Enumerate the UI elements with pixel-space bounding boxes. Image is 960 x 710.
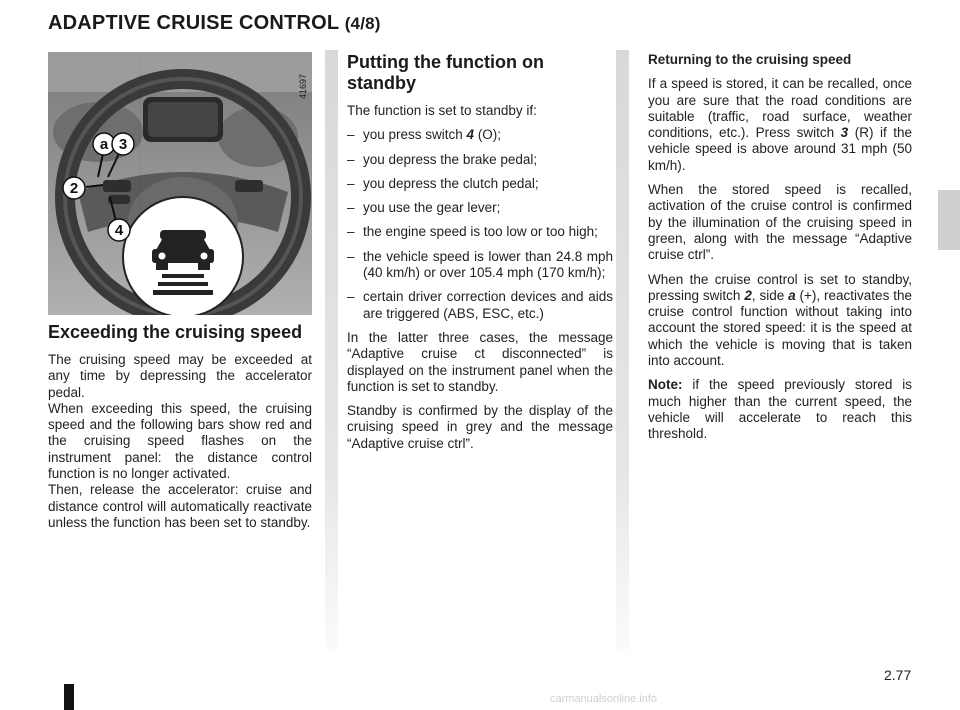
exceeding-paragraph-1: The cruising speed may be exceeded at any time by depressing the accelerator pedal. xyxy=(48,352,312,400)
page-indicator: (4/8) xyxy=(344,14,381,33)
list-item: – you depress the brake pedal; xyxy=(347,152,613,168)
callout-3 xyxy=(112,133,134,155)
column-separator-2 xyxy=(616,50,629,650)
list-item: – certain driver correction devices and aids are triggered (ABS, ESC, etc.) xyxy=(347,289,613,322)
standby-heading: Putting the function on standby xyxy=(347,52,544,93)
exceeding-paragraph-2: When exceeding this speed, the cruising speed and the following bars show red and the cruising speed flashes on the instrument panel: the distance control function is no longer activated. xyxy=(48,400,312,482)
exceeding-speed-heading: Exceeding the cruising speed xyxy=(48,322,303,342)
list-item: – you press switch 4 (O); xyxy=(347,127,613,143)
note-label: Note: xyxy=(648,377,683,393)
middle-column xyxy=(347,52,613,460)
returning-heading: Returning to the cruising speed xyxy=(648,52,852,67)
callout-4 xyxy=(108,219,130,241)
left-column xyxy=(48,322,312,539)
list-item: – the engine speed is too low or too high; xyxy=(347,224,613,240)
page-edge-marker xyxy=(64,684,74,710)
returning-paragraph-1: If a speed is stored, it can be recalled, once you are sure that the road conditions are suitable (traffic, road surface, weather conditions, etc.). Press switch 3 (R) if the vehicle speed is above around 31 mph (50 km/h). xyxy=(648,76,912,173)
svg-text:2: 2 xyxy=(69,180,79,197)
page-title xyxy=(48,12,381,35)
switch-key: 4 xyxy=(466,127,475,143)
switch-key: 2 xyxy=(744,287,752,303)
exceeding-paragraph-3: Then, release the accelerator: cruise and distance control will automatically reactivate unless the function has been set to standby. xyxy=(48,482,312,530)
svg-text:3: 3 xyxy=(118,136,128,153)
page-number: 2.77 xyxy=(884,667,912,683)
returning-paragraph-2: When the stored speed is recalled, activation of the cruise control is confirmed by the illumination of the cruising speed in green, along with the message “Adaptive cruise ctrl”. xyxy=(648,182,912,263)
figure-ref-number: 41697 xyxy=(298,74,308,100)
list-item: – you depress the clutch pedal; xyxy=(347,176,613,192)
note-paragraph: Note: if the speed previously stored is much higher than the current speed, the vehicle will accelerate to reach this threshold. xyxy=(648,377,912,442)
standby-intro: The function is set to standby if: xyxy=(347,103,537,118)
switch-key: 3 xyxy=(840,125,849,141)
standby-paragraph-2: Standby is confirmed by the display of the cruising speed in grey and the message “Adaptive cruise ctrl”. xyxy=(347,403,613,451)
returning-paragraph-3: When the cruise control is set to standby, pressing switch 2, side a (+), reactivates the cruise control function without taking into account the stored speed: it is the speed at which the vehicle is moving that is taken into account. xyxy=(648,271,912,369)
standby-paragraph-1: In the latter three cases, the message “Adaptive cruise ct disconnected” is displayed on the instrument panel when the function is set to standby. xyxy=(347,329,613,394)
svg-text:a: a xyxy=(99,136,109,153)
standby-conditions-list xyxy=(347,127,613,322)
section-tab xyxy=(938,190,960,250)
list-item: – the vehicle speed is lower than 24.8 mph (40 km/h) or over 105.4 mph (170 km/h); xyxy=(347,249,613,282)
callout-2 xyxy=(63,177,85,199)
steering-wheel-figure xyxy=(48,52,312,315)
list-item: – you use the gear lever; xyxy=(347,200,613,216)
side-key: a xyxy=(788,287,796,303)
column-separator-1 xyxy=(325,50,338,650)
title-text: ADAPTIVE CRUISE CONTROL xyxy=(48,12,339,34)
right-column xyxy=(648,52,912,451)
steering-wheel-illustration xyxy=(48,52,312,315)
cruise-icon-badge xyxy=(123,197,243,315)
watermark: carmanualsonline.info xyxy=(550,693,658,705)
svg-text:4: 4 xyxy=(114,222,124,239)
